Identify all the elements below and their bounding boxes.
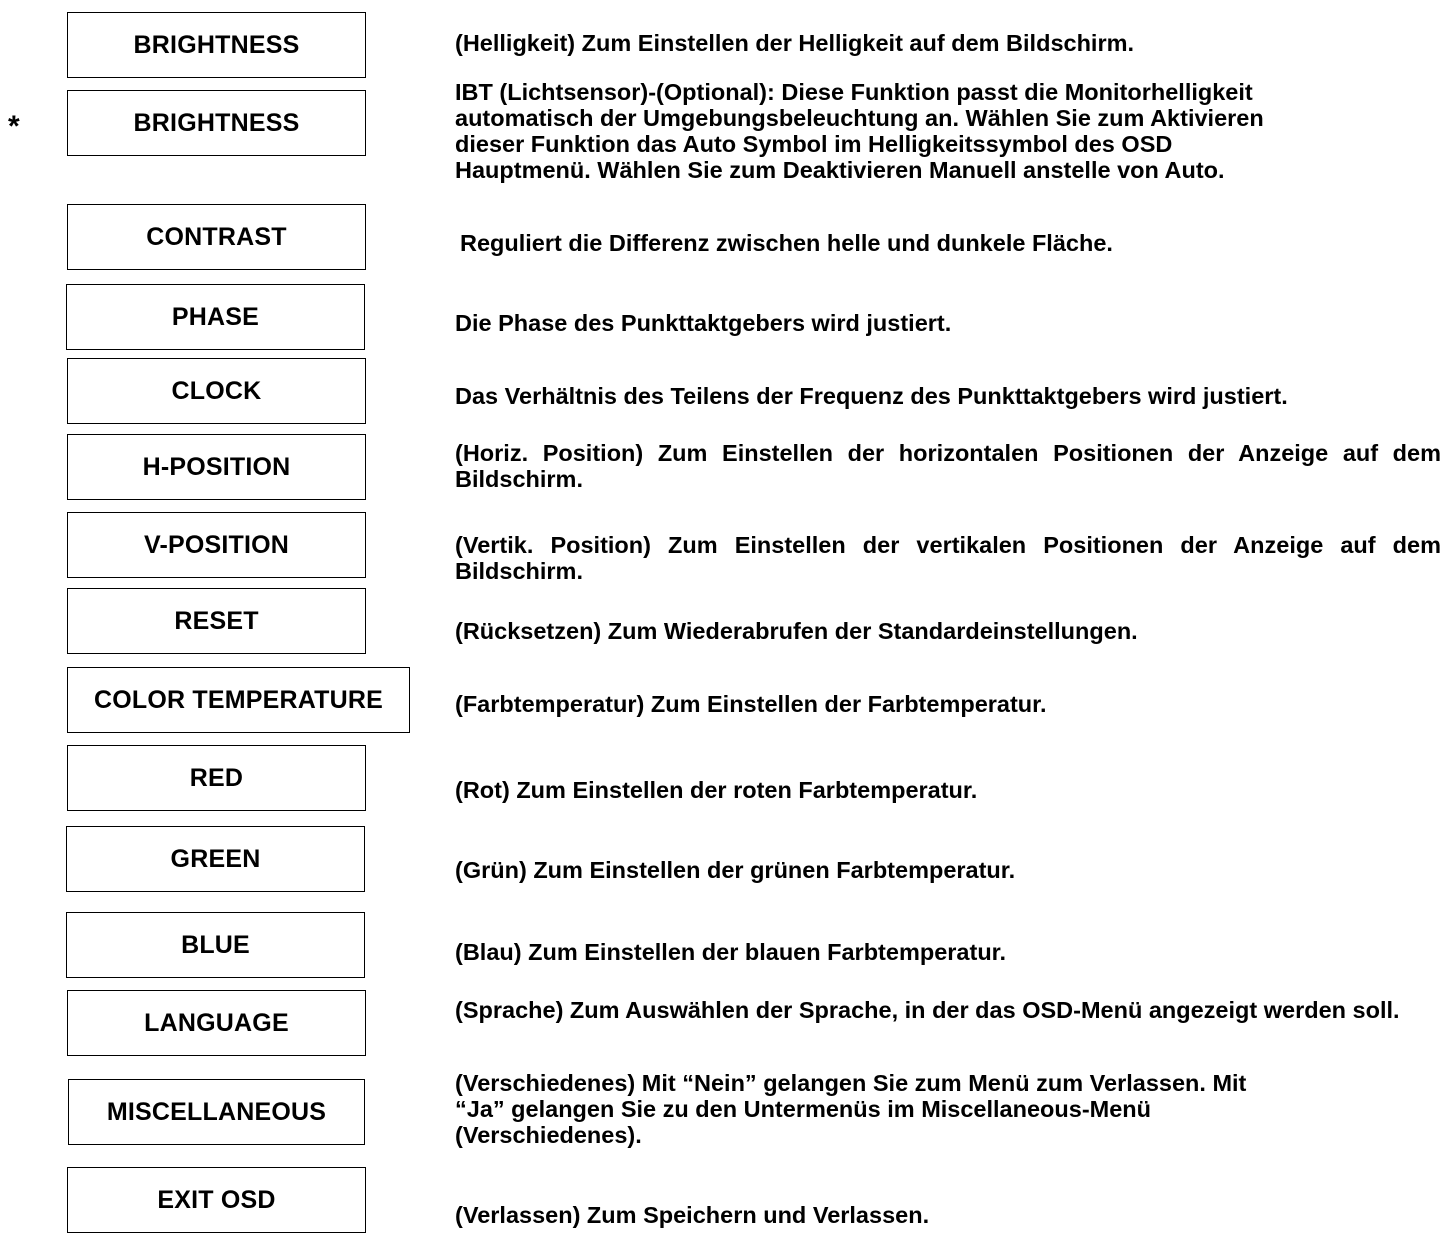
optional-feature-asterisk: *: [8, 110, 20, 143]
osd-item-clock: [67, 358, 366, 424]
osd-item-language: [67, 990, 366, 1056]
osd-item-red: [67, 745, 366, 811]
osd-item-description: (Grün) Zum Einstellen der grünen Farbtemperatur.: [455, 857, 1016, 883]
osd-item-description: (Sprache) Zum Auswählen der Sprache, in der das OSD-Menü angezeigt werden soll.: [455, 997, 1400, 1023]
osd-item-brightness-ibt: [67, 90, 366, 156]
osd-item-miscellaneous: [68, 1079, 365, 1145]
osd-item-contrast: [67, 204, 366, 270]
osd-item-label: EXIT OSD: [157, 1185, 276, 1214]
osd-item-label: GREEN: [170, 844, 261, 873]
osd-item-label: PHASE: [171, 302, 260, 331]
osd-item-exit-osd: [67, 1167, 366, 1233]
osd-item-description: (Rücksetzen) Zum Wiederabrufen der Standardeinstellungen.: [455, 618, 1138, 644]
osd-item-description: Die Phase des Punkttaktgebers wird justiert.: [455, 310, 952, 336]
osd-item-description: (Verlassen) Zum Speichern und Verlassen.: [455, 1202, 930, 1228]
osd-item-description: (Verschiedenes) Mit “Nein” gelangen Sie zum Menü zum Verlassen. Mit “Ja” gelangen Sie zu den Untermenüs im Miscellaneous-Menü (Verschiedenes).: [455, 1070, 1247, 1148]
osd-item-reset: [67, 588, 366, 654]
osd-item-label: BRIGHTNESS: [133, 108, 300, 137]
osd-item-label: COLOR TEMPERATURE: [93, 685, 384, 714]
osd-item-label: RED: [189, 763, 244, 792]
osd-item-description: (Helligkeit) Zum Einstellen der Helligkeit auf dem Bildschirm.: [455, 30, 1135, 56]
osd-item-blue: [66, 912, 365, 978]
osd-item-label: H-POSITION: [142, 452, 291, 481]
osd-item-label: LANGUAGE: [144, 1008, 289, 1037]
osd-item-description: (Rot) Zum Einstellen der roten Farbtemperatur.: [455, 777, 978, 803]
osd-item-label: BRIGHTNESS: [133, 30, 300, 59]
osd-item-description: (Blau) Zum Einstellen der blauen Farbtemperatur.: [455, 939, 1007, 965]
osd-item-label: CONTRAST: [146, 222, 287, 251]
osd-item-h-position: [67, 434, 366, 500]
osd-item-description: (Farbtemperatur) Zum Einstellen der Farbtemperatur.: [455, 691, 1047, 717]
osd-item-green: [66, 826, 365, 892]
osd-item-description: Reguliert die Differenz zwischen helle und dunkele Fläche.: [460, 230, 1113, 256]
osd-item-label: CLOCK: [171, 376, 262, 405]
osd-item-label: V-POSITION: [143, 530, 290, 559]
osd-item-description: Das Verhältnis des Teilens der Frequenz des Punkttaktgebers wird justiert.: [455, 383, 1288, 409]
osd-item-label: BLUE: [181, 930, 250, 959]
osd-item-phase: [66, 284, 365, 350]
osd-item-description: (Vertik. Position) Zum Einstellen der vertikalen Positionen der Anzeige auf dem Bildschirm.: [455, 532, 1441, 584]
osd-item-brightness: [67, 12, 366, 78]
osd-item-label: MISCELLANEOUS: [106, 1097, 327, 1126]
osd-item-color-temperature: [67, 667, 410, 733]
osd-item-v-position: [67, 512, 366, 578]
osd-item-description: (Horiz. Position) Zum Einstellen der horizontalen Positionen der Anzeige auf dem Bildschirm.: [455, 440, 1441, 492]
osd-item-label: RESET: [174, 606, 259, 635]
osd-item-description: IBT (Lichtsensor)-(Optional): Diese Funktion passt die Monitorhelligkeit automatisch der Umgebungsbeleuchtung an. Wählen Sie zum Aktivieren dieser Funktion das Auto Symbol im Helligkeitssymbol des OSD Hauptmenü. Wählen Sie zum Deaktivieren Manuell anstelle von Auto.: [455, 79, 1264, 183]
